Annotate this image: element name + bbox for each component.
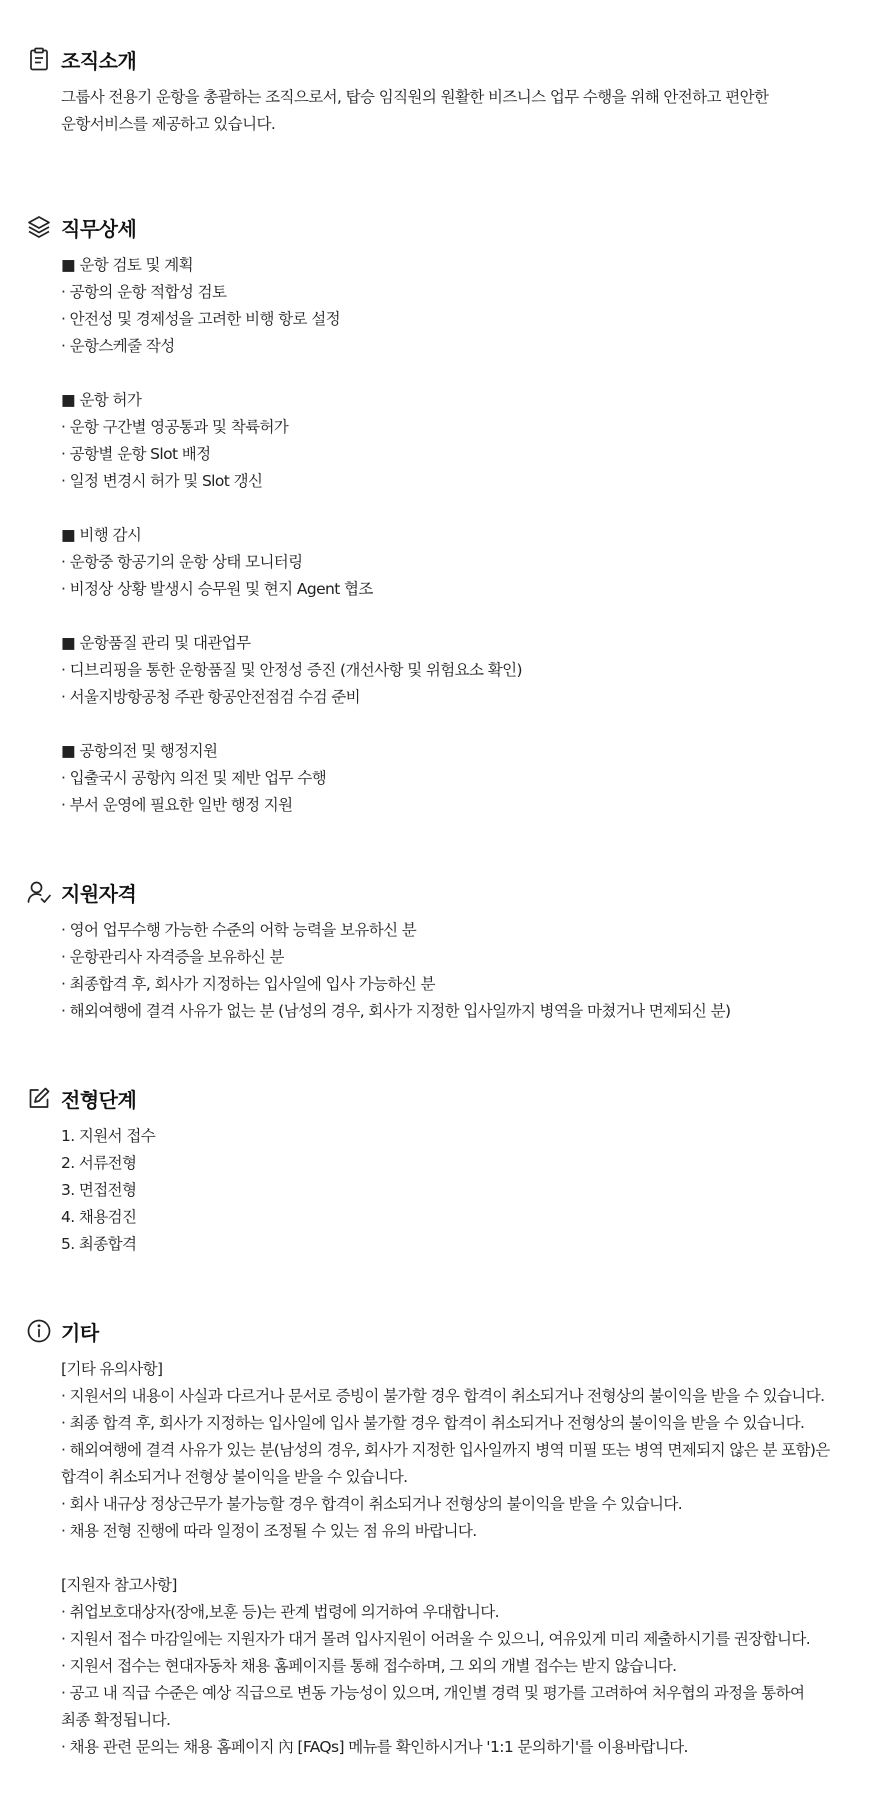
list-item: · 운항중 항공기의 운항 상태 모니터링 [61, 553, 303, 571]
notes-heading: [기타 유의사항] [61, 1360, 163, 1378]
list-item: · 지원서 접수 마감일에는 지원자가 대거 몰려 입사지원이 어려울 수 있으니, 여유있게 미리 제출하시기를 권장합니다. [61, 1630, 811, 1648]
section-body [61, 917, 849, 1025]
list-item: 1. 지원서 접수 [61, 1127, 156, 1145]
section-header [25, 44, 849, 74]
user-check-icon [25, 878, 53, 906]
list-item: · 공고 내 직급 수준은 예상 직급으로 변동 가능성이 있으며, 개인별 경력 및 평가를 고려하여 처우협의 과정을 통하여 [61, 1684, 805, 1702]
list-item: · 회사 내규상 정상근무가 불가능할 경우 합격이 취소되거나 전형상의 불이익을 받을 수 있습니다. [61, 1495, 683, 1513]
list-item: · 영어 업무수행 가능한 수준의 어학 능력을 보유하신 분 [61, 921, 417, 939]
section-header [25, 1083, 849, 1113]
section-title: 전형단계 [61, 1087, 137, 1112]
duty-group [61, 738, 849, 819]
list-item: 최종 확정됩니다. [61, 1711, 171, 1729]
list-item: · 일정 변경시 허가 및 Slot 갱신 [61, 472, 263, 490]
duty-group [61, 522, 849, 603]
duty-heading: ■ 운항 허가 [61, 391, 142, 409]
list-item: 합격이 취소되거나 전형상 불이익을 받을 수 있습니다. [61, 1468, 408, 1486]
section-title: 조직소개 [61, 48, 137, 73]
list-item: · 서울지방항공청 주관 항공안전점검 수검 준비 [61, 688, 361, 706]
list-item: 3. 면접전형 [61, 1181, 137, 1199]
section-body [61, 1123, 849, 1258]
org-text: 운항서비스를 제공하고 있습니다. [61, 115, 276, 133]
list-item: · 취업보호대상자(장애,보훈 등)는 관계 법령에 의거하여 우대합니다. [61, 1603, 499, 1621]
list-item: · 입출국시 공항內 의전 및 제반 업무 수행 [61, 769, 327, 787]
section-body [61, 1356, 849, 1761]
list-item: 4. 채용검진 [61, 1208, 137, 1226]
list-item: 2. 서류전형 [61, 1154, 137, 1172]
edit-icon [25, 1084, 53, 1112]
list-item: · 지원서의 내용이 사실과 다르거나 문서로 증빙이 불가할 경우 합격이 취소되거나 전형상의 불이익을 받을 수 있습니다. [61, 1387, 825, 1405]
list-item: · 비정상 상황 발생시 승무원 및 현지 Agent 협조 [61, 580, 373, 598]
list-item: · 최종합격 후, 회사가 지정하는 입사일에 입사 가능하신 분 [61, 975, 435, 993]
duty-heading: ■ 운항 검토 및 계획 [61, 256, 193, 274]
section-qualification [25, 877, 849, 1025]
section-title: 기타 [61, 1320, 99, 1345]
info-icon [25, 1317, 53, 1345]
duty-heading: ■ 운항품질 관리 및 대관업무 [61, 634, 251, 652]
list-item: · 해외여행에 결격 사유가 없는 분 (남성의 경우, 회사가 지정한 입사일까지 병역을 마쳤거나 면제되신 분) [61, 1002, 731, 1020]
duty-group [61, 387, 849, 495]
section-header [25, 1316, 849, 1346]
list-item: · 최종 합격 후, 회사가 지정하는 입사일에 입사 불가할 경우 합격이 취소되거나 전형상의 불이익을 받을 수 있습니다. [61, 1414, 805, 1432]
list-item: · 디브리핑을 통한 운항품질 및 안정성 증진 (개선사항 및 위험요소 확인) [61, 661, 522, 679]
duty-heading: ■ 비행 감시 [61, 526, 142, 544]
list-item: · 채용 전형 진행에 따라 일정이 조정될 수 있는 점 유의 바랍니다. [61, 1522, 477, 1540]
list-item: · 운항스케줄 작성 [61, 337, 175, 355]
list-item: 5. 최종합격 [61, 1235, 137, 1253]
list-item: · 채용 관련 문의는 채용 홈페이지 內 [FAQs] 메뉴를 확인하시거나 '1:1 문의하기'를 이용바랍니다. [61, 1738, 688, 1756]
list-item: · 부서 운영에 필요한 일반 행정 지원 [61, 796, 293, 814]
list-item: · 안전성 및 경제성을 고려한 비행 항로 설정 [61, 310, 340, 328]
section-etc [25, 1316, 849, 1761]
list-item: · 지원서 접수는 현대자동차 채용 홈페이지를 통해 접수하며, 그 외의 개별 접수는 받지 않습니다. [61, 1657, 677, 1675]
section-title: 직무상세 [61, 216, 137, 241]
section-organization [25, 44, 849, 138]
section-header [25, 212, 849, 242]
notes-group [61, 1356, 849, 1545]
list-item: · 해외여행에 결격 사유가 있는 분(남성의 경우, 회사가 지정한 입사일까지 병역 미필 또는 병역 면제되지 않은 분 포함)은 [61, 1441, 830, 1459]
duty-group [61, 630, 849, 711]
list-item: · 공항의 운항 적합성 검토 [61, 283, 227, 301]
clipboard-icon [25, 45, 53, 73]
section-header [25, 877, 849, 907]
list-item: · 운항 구간별 영공통과 및 착륙허가 [61, 418, 289, 436]
list-item: · 운항관리사 자격증을 보유하신 분 [61, 948, 284, 966]
org-text: 그룹사 전용기 운항을 총괄하는 조직으로서, 탑승 임직원의 원활한 비즈니스 업무 수행을 위해 안전하고 편안한 [61, 88, 769, 106]
refs-group [61, 1572, 849, 1761]
section-process [25, 1083, 849, 1258]
section-body [61, 252, 849, 819]
refs-heading: [지원자 참고사항] [61, 1576, 177, 1594]
duty-heading: ■ 공항의전 및 행정지원 [61, 742, 218, 760]
section-duty [25, 212, 849, 819]
list-item: · 공항별 운항 Slot 배정 [61, 445, 211, 463]
section-title: 지원자격 [61, 881, 137, 906]
section-body [61, 84, 849, 138]
layers-icon [25, 213, 53, 241]
duty-group [61, 252, 849, 360]
